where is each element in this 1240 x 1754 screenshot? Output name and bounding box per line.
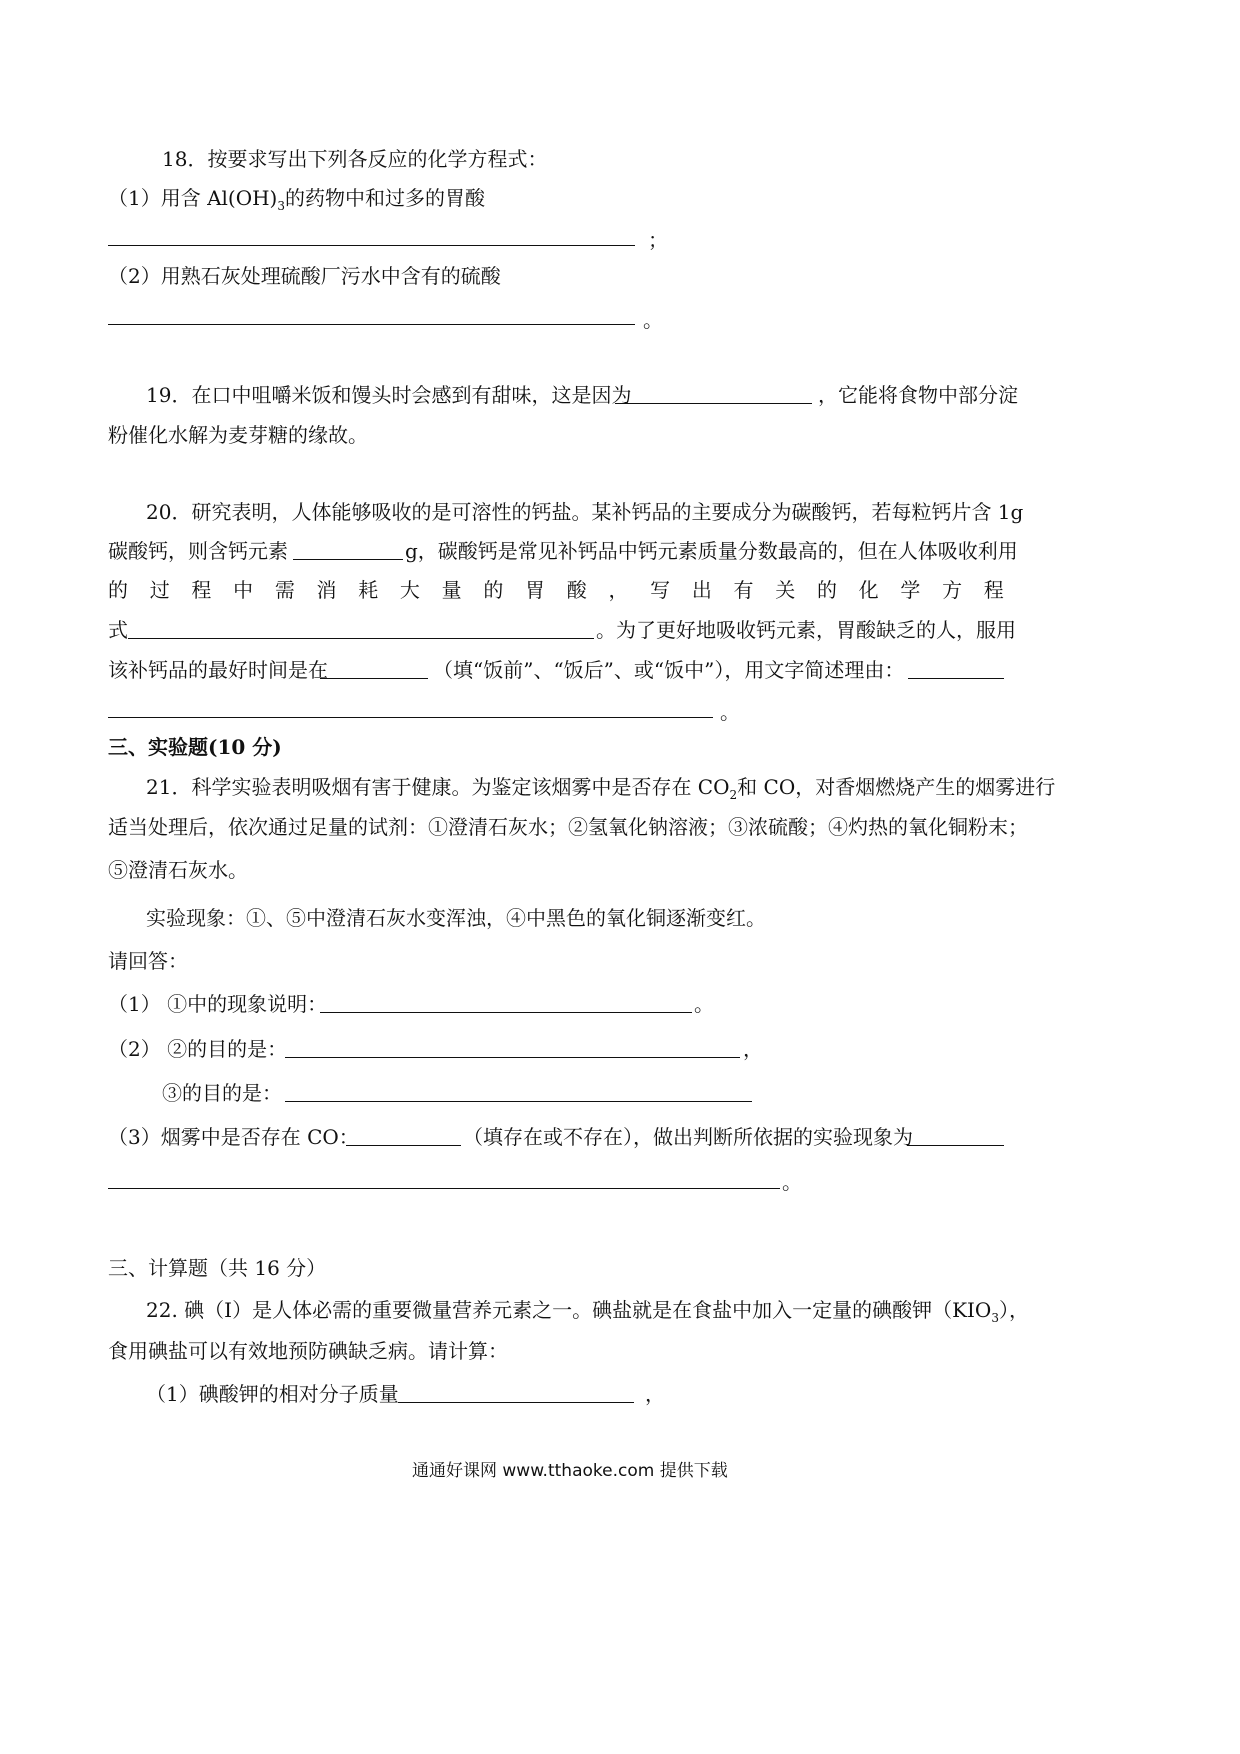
q20-line3-char: 的: [483, 578, 504, 602]
q20-line2-a: 碳酸钙，则含钙元素: [108, 539, 288, 563]
q18-end-2: 。: [643, 308, 663, 332]
q21-answer-line-evidence-b[interactable]: [108, 1188, 780, 1189]
q20-line5-a: 该补钙品的最好时间是在: [108, 658, 328, 682]
q20-line3-char: 消: [316, 578, 337, 602]
q21-answer2b-label: ③的目的是：: [162, 1081, 282, 1105]
q20-line3-char: 大: [399, 578, 420, 602]
q20-line3-char: 程: [191, 578, 212, 602]
q21-answer3-a: （3）烟雾中是否存在 CO：: [108, 1125, 359, 1149]
q20-line3-char: 关: [775, 578, 796, 602]
q20-answer-line-reason-b[interactable]: [108, 717, 713, 718]
q20-line3-char: 化: [858, 578, 879, 602]
q20-line3-char: ，: [608, 578, 629, 602]
footer-source: 通通好课网 www.tthaoke.com 提供下载: [412, 1461, 728, 1481]
q18-answer-line-2[interactable]: [108, 324, 635, 325]
q21-answer3-end: 。: [782, 1170, 802, 1194]
q20-line4-a: 式: [108, 618, 128, 642]
q20-line3-char: 中: [233, 578, 254, 602]
section-calculation-title: 三、计算题（共 16 分）: [108, 1256, 327, 1280]
q20-line2-b: g，碳酸钙是常见补钙品中钙元素质量分数最高的，但在人体吸收利用: [405, 539, 1018, 563]
q22-part1-end: ，: [645, 1382, 665, 1406]
q21-answer2-end: ，: [743, 1037, 763, 1061]
q20-line3-char: 出: [691, 578, 712, 602]
q18-title: 18．按要求写出下列各反应的化学方程式：: [162, 147, 548, 171]
q22-part1-label: （1）碘酸钾的相对分子质量: [146, 1382, 399, 1406]
q20-line3-char: 量: [441, 578, 462, 602]
q20-answer-line-equation[interactable]: [128, 638, 594, 639]
q20-line4-b: 。为了更好地吸收钙元素，胃酸缺乏的人，服用: [596, 618, 1016, 642]
q20-line3-char: 酸: [566, 578, 587, 602]
q20-line5-b: （填“饭前”、“饭后”、或“饭中”），用文字简述理由：: [433, 658, 905, 682]
q20-line3-char: 需: [274, 578, 295, 602]
q21-answer1-end: 。: [694, 992, 714, 1016]
q18-answer-line-1[interactable]: [108, 245, 635, 246]
q21-answer-line-1[interactable]: [320, 1012, 692, 1013]
q21-answer2-label: （2） ②的目的是：: [108, 1037, 288, 1061]
q20-line3-char: 的: [816, 578, 837, 602]
q22-line1: 22. 碘（I）是人体必需的重要微量营养元素之一。碘盐就是在食盐中加入一定量的碘酸钾$(KIO_3)$，: [146, 1298, 1029, 1325]
q20-line3-char: 的: [108, 578, 128, 602]
q19-answer-line[interactable]: [615, 403, 812, 404]
q18-part1: （1）用含 $Al(OH)_3$的药物中和过多的胃酸: [108, 186, 486, 213]
q21-ask: 请回答：: [108, 949, 188, 973]
q22-line2: 食用碘盐可以有效地预防碘缺乏病。请计算：: [108, 1339, 508, 1363]
q21-answer-line-2[interactable]: [285, 1057, 740, 1058]
q21-line3: ⑤澄清石灰水。: [108, 858, 248, 882]
q20-line1: 20．研究表明，人体能够吸收的是可溶性的钙盐。某补钙品的主要成分为碳酸钙，若每粒钙片含 1g: [146, 500, 1024, 524]
q20-answer-line-calcium[interactable]: [293, 559, 403, 560]
q19-line1-b: ，它能将食物中部分淀: [818, 383, 1018, 407]
q21-line2: 适当处理后，依次通过足量的试剂：①澄清石灰水；②氢氧化钠溶液；③浓硫酸；④灼热的氧化铜粉末；: [108, 815, 1028, 839]
q20-line3-char: 胃: [525, 578, 546, 602]
q20-line3-char: 方: [942, 578, 963, 602]
q20-line3-char: 程: [983, 578, 1004, 602]
q20-line3-char: 耗: [358, 578, 379, 602]
q18-end-1: ；: [648, 228, 668, 252]
q21-answer-line-evidence-a[interactable]: [907, 1145, 1004, 1146]
section-experiment-title: 三、实验题(10 分): [108, 735, 282, 759]
q20-line3-char: 写: [650, 578, 671, 602]
q20-line3-char: 有: [733, 578, 754, 602]
q19-line1-a: 19．在口中咀嚼米饭和馒头时会感到有甜味，这是因为: [146, 383, 632, 407]
q21-answer1-label: （1） ①中的现象说明：: [108, 992, 328, 1016]
q20-answer-line-reason-a[interactable]: [908, 678, 1004, 679]
q19-line2: 粉催化水解为麦芽糖的缘故。: [108, 423, 368, 447]
q21-phenomenon: 实验现象：①、⑤中澄清石灰水变浑浊，④中黑色的氧化铜逐渐变红。: [146, 906, 766, 930]
q20-answer-line-time[interactable]: [320, 678, 428, 679]
q21-answer-line-3[interactable]: [285, 1101, 752, 1102]
q20-line3-char: 学: [900, 578, 921, 602]
q20-line3-char: 过: [149, 578, 170, 602]
q21-line1: 21．科学实验表明吸烟有害于健康。为鉴定该烟雾中是否存在 $CO_2$和 CO，对香烟燃烧产生的烟雾进行: [146, 775, 1056, 802]
q20-line3: [108, 576, 1004, 604]
q22-answer-line-1[interactable]: [398, 1402, 634, 1403]
q20-end: 。: [720, 700, 740, 724]
q21-answer3-b: （填存在或不存在），做出判断所依据的实验现象为: [463, 1125, 913, 1149]
q21-answer-line-co[interactable]: [346, 1145, 461, 1146]
q18-part2: （2）用熟石灰处理硫酸厂污水中含有的硫酸: [108, 264, 501, 288]
